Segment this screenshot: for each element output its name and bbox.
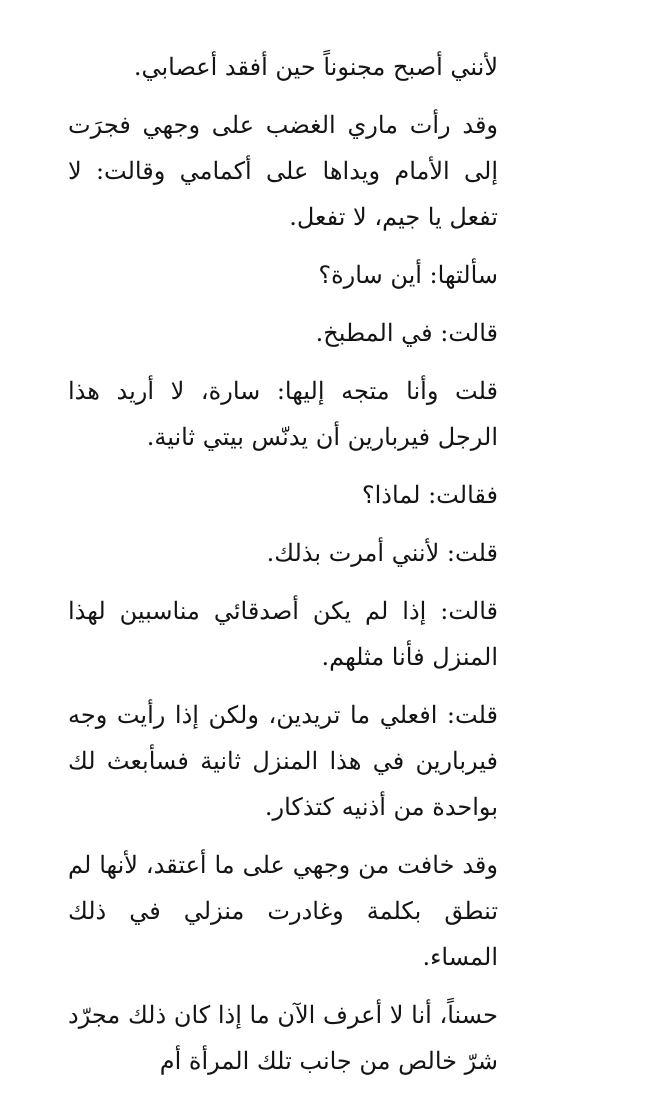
paragraph: لأنني أصبح مجنوناً حين أفقد أعصابي. bbox=[133, 53, 498, 81]
paragraph: وقد رأت ماري الغضب على وجهي فجرَت إلى الأمام ويداها على أكمامي وقالت: لا تفعل يا جيم، لا تفعل. bbox=[68, 111, 498, 231]
book-page bbox=[68, 44, 498, 1096]
paragraph: حسناً، أنا لا أعرف الآن ما إذا كان ذلك مجرّد شرّ خالص من جانب تلك المرأة أم bbox=[68, 1001, 498, 1075]
paragraph: سألتها: أين سارة؟ bbox=[318, 261, 498, 289]
paragraph: قالت: إذا لم يكن أصدقائي مناسبين لهذا المنزل فأنا مثلهم. bbox=[68, 597, 498, 671]
paragraph: قلت: لأنني أمرت بذلك. bbox=[266, 539, 498, 567]
paragraph: قالت: في المطبخ. bbox=[315, 319, 498, 347]
paragraph: فقالت: لماذا؟ bbox=[361, 481, 498, 509]
paragraph: وقد خافت من وجهي على ما أعتقد، لأنها لم تنطق بكلمة وغادرت منزلي في ذلك المساء. bbox=[68, 851, 498, 971]
paragraph: قلت وأنا متجه إليها: سارة، لا أريد هذا الرجل فيربارين أن يدنّس بيتي ثانية. bbox=[68, 377, 498, 451]
paragraph: قلت: افعلي ما تريدين، ولكن إذا رأيت وجه فيربارين في هذا المنزل ثانية فسأبعث لك بواحدة من أذنيه كتذكار. bbox=[68, 701, 498, 821]
